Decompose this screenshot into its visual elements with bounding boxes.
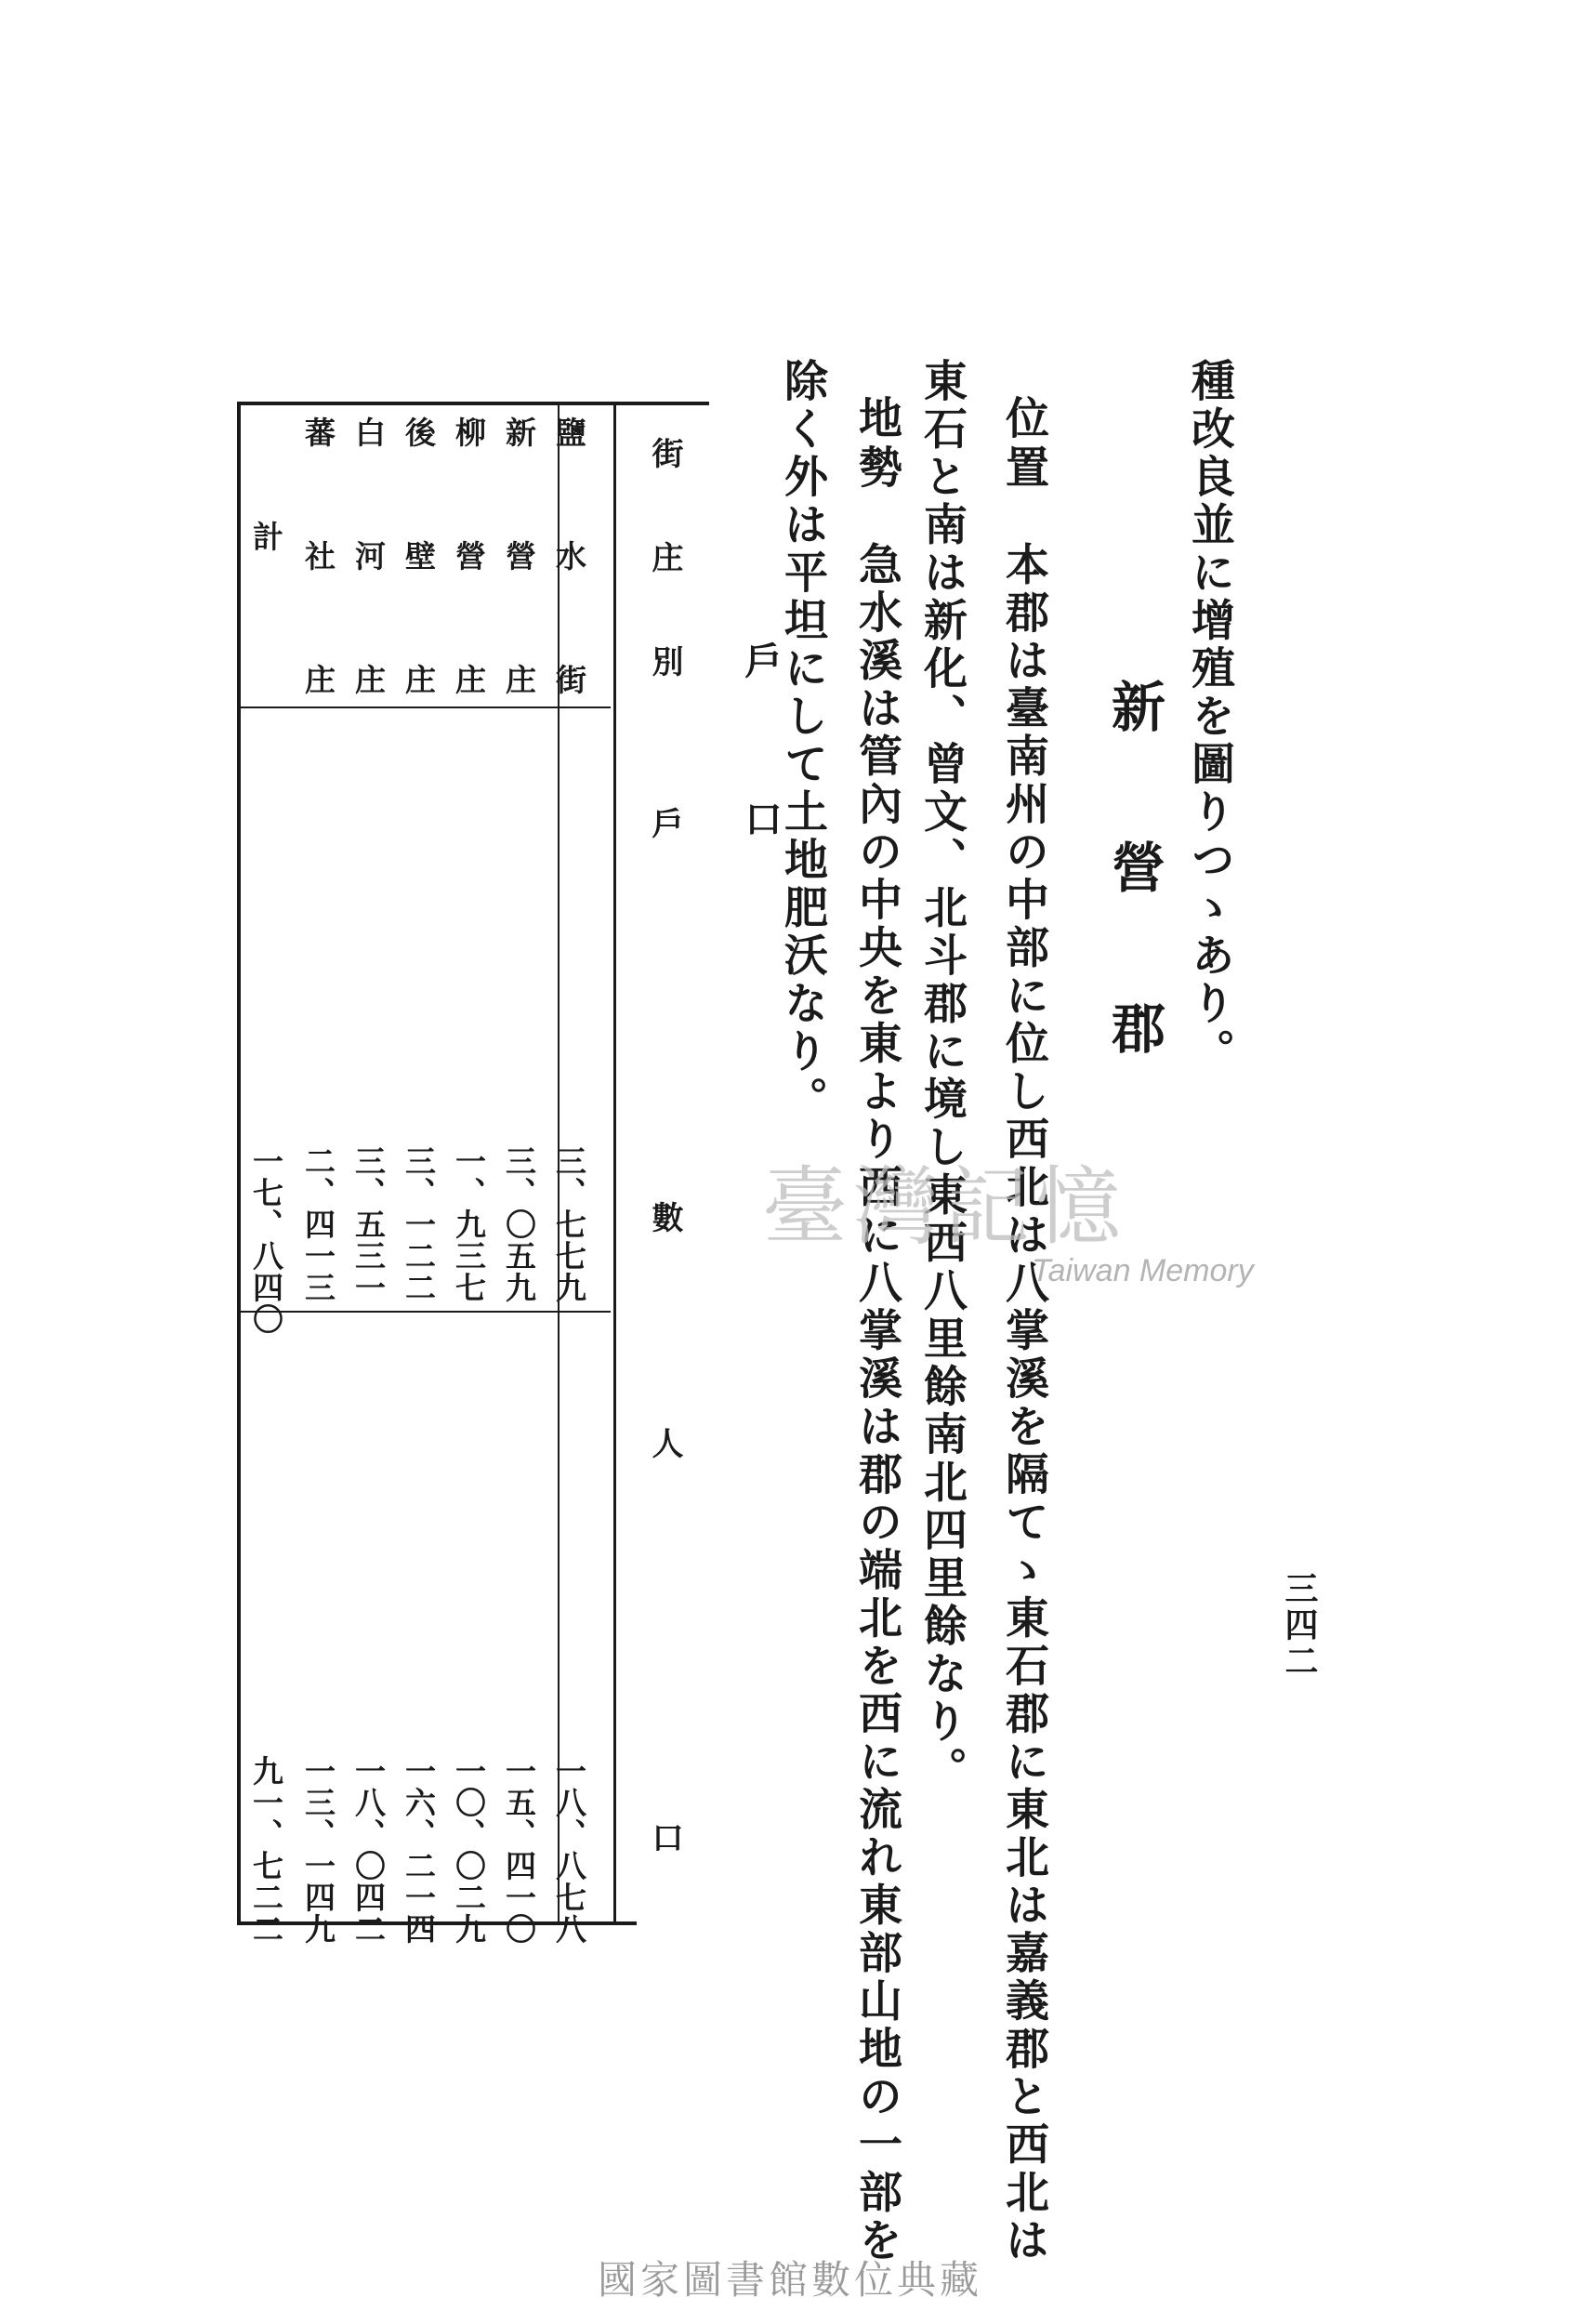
watermark-english-text: Taiwan Memory <box>1032 1253 1254 1288</box>
section-title: 新營郡 <box>1102 679 1165 1161</box>
table-border-left <box>237 402 241 1925</box>
row-households: 三、一二二 <box>401 1145 437 1303</box>
row-households: 二、四一三 <box>300 1145 336 1303</box>
terrain-label: 地勢 <box>851 395 902 494</box>
row-households: 三、〇五九 <box>501 1145 537 1303</box>
page-number: 三四二 <box>1280 1571 1319 1680</box>
row-population: 一〇、〇二九 <box>451 1755 487 1945</box>
position-text-2: 東石と南は新化、曾文、北斗郡に境し東西八里餘南北四里餘なり。 <box>916 358 968 1794</box>
row-population: 一三、一四九 <box>300 1755 336 1945</box>
continued-text-line: 種改良並に增殖を圖りつゝあり。 <box>1184 358 1235 1076</box>
row-name: 鹽水街 <box>551 416 587 695</box>
table-border-right <box>613 402 616 1925</box>
row-name: 新營庄 <box>501 416 537 695</box>
row-population: 一六、二一四 <box>401 1755 437 1945</box>
position-paragraph-line-1 <box>998 395 1049 2265</box>
table-heading: 戶口 <box>739 641 783 957</box>
table-column-rule <box>241 1311 611 1313</box>
terrain-text-2: 除く外は平坦にして土地肥沃なり。 <box>777 358 828 1124</box>
watermark-logo-text: 臺灣記憶 <box>762 1157 1127 1257</box>
terrain-text-1: 急水溪は管內の中央を東より西に八掌溪は郡の端北を西に流れ東部山地の一部を <box>851 541 902 2265</box>
header-population: 人口 <box>646 1427 683 2215</box>
total-label: 計 <box>248 521 284 552</box>
row-households: 三、五三一 <box>350 1145 387 1303</box>
total-population: 九一、七二二 <box>248 1755 284 1945</box>
row-name: 柳營庄 <box>451 416 487 695</box>
row-name: 後壁庄 <box>401 416 437 695</box>
row-population: 一五、四一〇 <box>501 1755 537 1945</box>
row-name: 蕃社庄 <box>300 416 336 695</box>
row-households: 三、七七九 <box>551 1145 587 1303</box>
row-households: 一、九三七 <box>451 1145 487 1303</box>
library-footer: 國家圖書館數位典藏 <box>597 2257 982 2303</box>
table-border-top <box>237 402 709 405</box>
row-name: 白河庄 <box>350 416 387 695</box>
table-column-rule <box>241 706 611 708</box>
position-label: 位置 <box>998 395 1049 494</box>
position-text-1: 本郡は臺南州の中部に位し西北は八掌溪を隔てゝ東石郡に東北は嘉義郡と西北は <box>998 541 1049 2265</box>
header-households: 戶數 <box>646 807 683 1595</box>
total-households: 一七、八四〇 <box>248 1145 284 1335</box>
header-town-village: 街庄別 <box>646 437 683 749</box>
row-population: 一八、〇四二 <box>350 1755 387 1945</box>
terrain-paragraph-line-1 <box>851 395 902 2265</box>
row-population: 一八、八七八 <box>551 1755 587 1945</box>
